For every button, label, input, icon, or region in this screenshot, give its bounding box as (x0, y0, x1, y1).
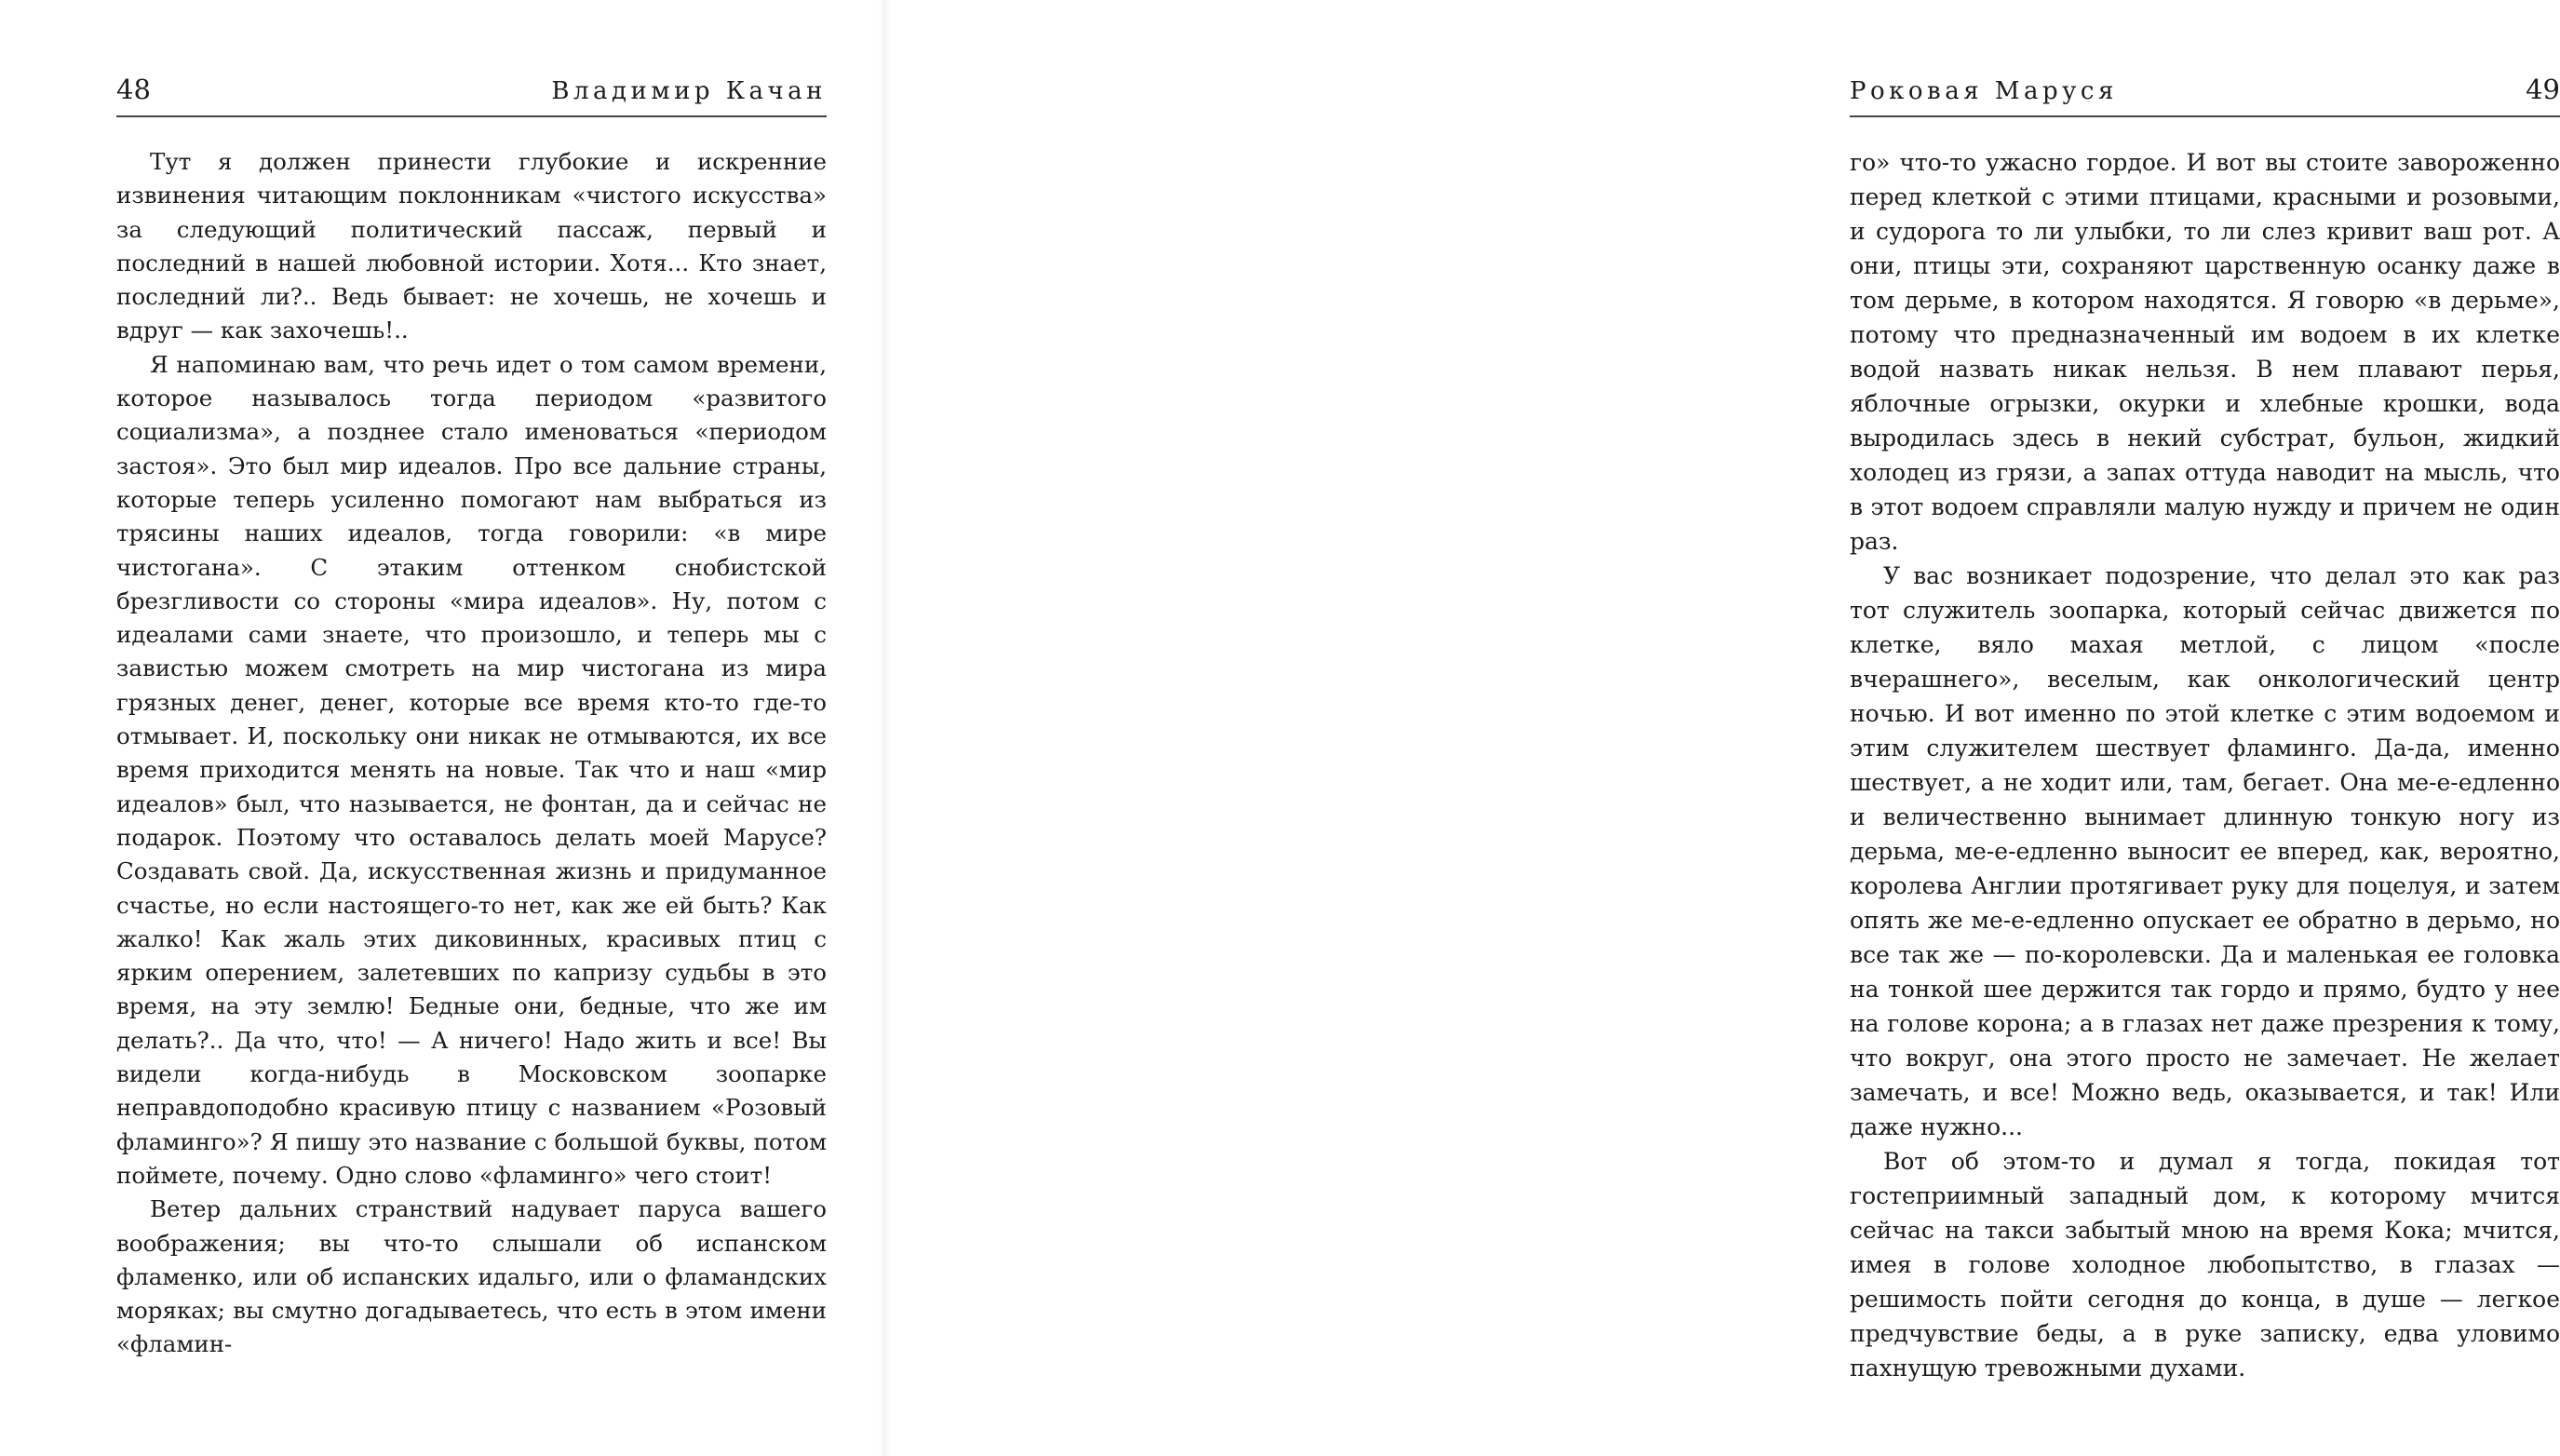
paragraph: Тут я должен принести глубокие и искренние извинения читающим поклонникам «чистого искусства» за следующий политический пассаж, первый и последний в нашей любовной истории. Хотя... Кто знает, последний ли?.. Ведь бывает: не хочешь, не хочешь и вдруг — как захочешь!.. (116, 148, 827, 344)
paragraph: У вас возникает подозрение, что делал это как раз тот служитель зоопарка, который сейчас движется по клетке, вяло махая метлой, с лицом «после вчерашнего», веселым, как онкологический центр ночью. И вот именно по этой клетке с этим водоемом и этим служителем шествует фламинго. Да-да, именно шествует, а не ходит или, там, бегает. Она ме-е-едленно и величественно вынимает длинную тонкую ногу из дерьма, ме-е-едленно выносит ее вперед, как, вероятно, королева Англии протягивает руку для поцелуя, и затем опять же ме-е-едленно опускает ее обратно в дерьмо, но все так же — по-королевски. Да и маленькая ее головка на тонкой шее держится так гордо и прямо, будто у нее на голове корона; а в глазах нет даже презрения к тому, что вокруг, она этого просто не замечает. Не желает замечать, и все! Можно ведь, оказывается, и так! Или даже нужно... (1850, 562, 2560, 1140)
left-page-number: 48 (116, 74, 151, 105)
right-page-body (1850, 145, 2560, 1385)
left-page-header (116, 71, 827, 117)
right-page-header (1850, 71, 2560, 117)
left-running-title: Владимир Качан (551, 77, 827, 105)
right-page-number: 49 (2526, 74, 2560, 105)
left-page-body (116, 145, 827, 1362)
right-running-title: Роковая Маруся (1850, 77, 2118, 105)
paragraph: Ветер дальних странствий надувает паруса вашего воображения; вы что-то слышали об испанском фламенко, или об испанских идальго, или о фламандских моряках; вы смутно догадываетесь, что есть в этом имени «фламин- (116, 1195, 827, 1358)
paragraph: Я напоминаю вам, что речь идет о том самом времени, которое называлось тогда периодом «развитого социализма», а позднее стало именоваться «периодом застоя». Это был мир идеалов. Про все дальние страны, которые теперь усиленно помогают нам выбраться из трясины наших идеалов, тогда говорили: «в мире чистогана». С этаким оттенком снобистской брезгливости со стороны «мира идеалов». Ну, потом с идеалами сами знаете, что произошло, и теперь мы с завистью можем смотреть на мир чистогана из мира грязных денег, денег, которые все время кто-то где-то отмывает. И, поскольку они никак не отмываются, их все время приходится менять на новые. Так что и наш «мир идеалов» был, что называется, не фонтан, да и сейчас не подарок. Поэтому что оставалось делать моей Марусе? Создавать свой. Да, искусственная жизнь и придуманное счастье, но если настоящего-то нет, как же ей быть? Как жалко! Как жаль этих диковинных, красивых птиц с ярким оперением, залетевших по капризу судьбы в это время, на эту землю! Бедные они, бедные, что же им делать?.. Да что, что! — А ничего! Надо жить и все! Вы видели когда-нибудь в Московском зоопарке неправдоподобно красивую птицу с названием «Розовый фламинго»? Я пишу это название с большой буквы, потом поймете, почему. Одно слово «фламинго» чего стоит! (116, 350, 827, 1189)
left-page (0, 0, 884, 1456)
right-page (884, 0, 2560, 1456)
paragraph: Вот об этом-то и думал я тогда, покидая тот гостеприимный западный дом, к которому мчится сейчас на такси забытый мною на время Кока; мчится, имея в голове холодное любопытство, в глазах — решимость пойти сегодня до конца, в душе — легкое предчувствие беды, а в руке записку, едва уловимо пахнущую тревожными духами. (1850, 1148, 2560, 1382)
paragraph: го» что-то ужасно гордое. И вот вы стоите завороженно перед клеткой с этими птицами, красными и розовыми, и судорога то ли улыбки, то ли слез кривит ваш рот. А они, птицы эти, сохраняют царственную осанку даже в том дерьме, в котором находятся. Я говорю «в дерьме», потому что предназначенный им водоем в их клетке водой назвать никак нельзя. В нем плавают перья, яблочные огрызки, окурки и хлебные крошки, вода выродилась здесь в некий субстрат, бульон, жидкий холодец из грязи, а запах оттуда наводит на мысль, что в этот водоем справляли малую нужду и причем не один раз. (1850, 149, 2560, 555)
